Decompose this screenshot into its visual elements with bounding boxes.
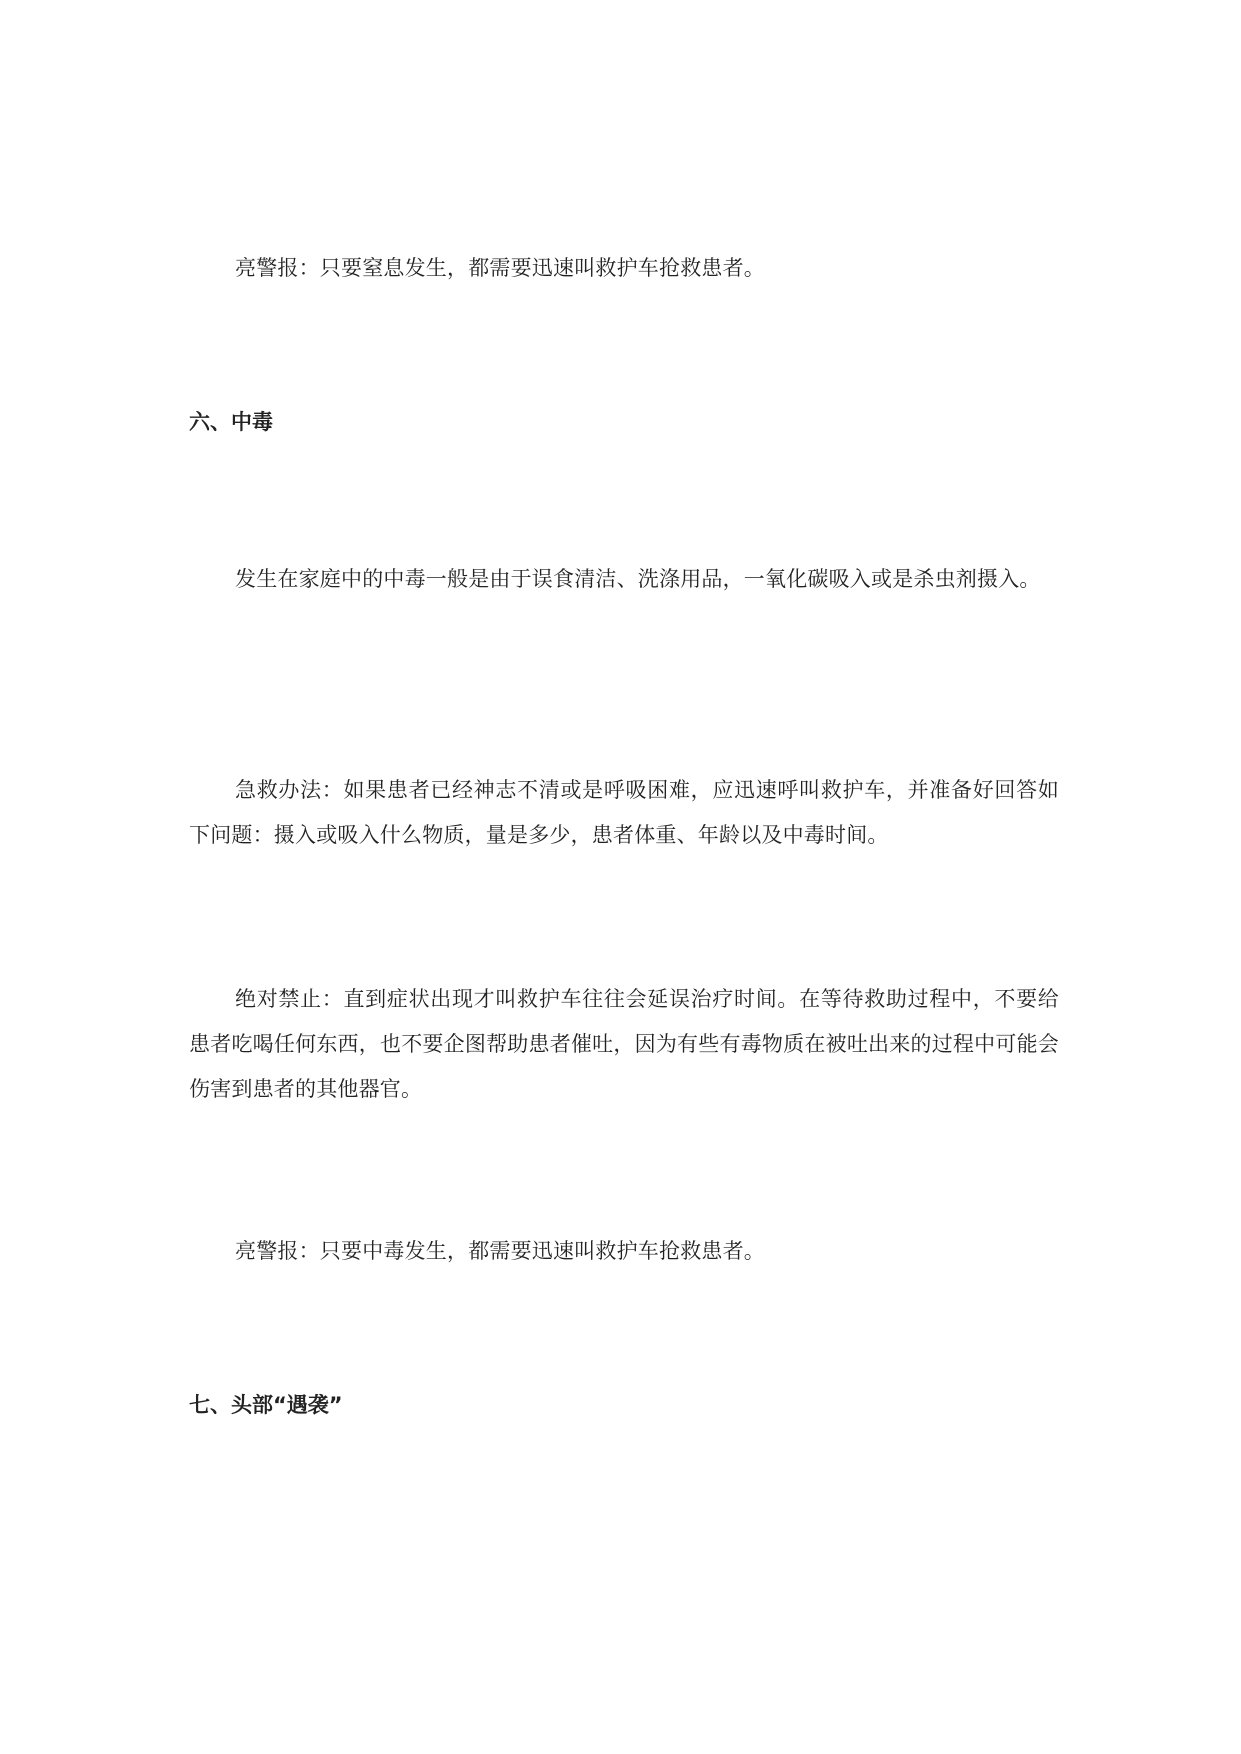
section-heading-poisoning: 六、中毒 — [189, 410, 273, 434]
paragraph-poisoning-cause: 发生在家庭中的中毒一般是由于误食清洁、洗涤用品，一氧化碳吸入或是杀虫剂摄入。 — [235, 567, 1041, 591]
paragraph-poisoning-forbidden: 绝对禁止：直到症状出现才叫救护车往往会延误治疗时间。在等待救助过程中，不要给患者吃喝任何东西，也不要企图帮助患者催吐，因为有些有毒物质在被吐出来的过程中可能会伤害到患者的其他器官。 — [189, 987, 1059, 1101]
paragraph-poisoning-first-aid: 急救办法：如果患者已经神志不清或是呼吸困难，应迅速呼叫救护车，并准备好回答如下问题：摄入或吸入什么物质，量是多少，患者体重、年龄以及中毒时间。 — [189, 778, 1059, 847]
section-heading-head-injury: 七、头部“遇袭” — [189, 1393, 343, 1417]
paragraph-alarm-poisoning: 亮警报：只要中毒发生，都需要迅速叫救护车抢救患者。 — [235, 1239, 765, 1263]
paragraph-alarm-choking: 亮警报：只要窒息发生，都需要迅速叫救护车抢救患者。 — [235, 256, 765, 280]
